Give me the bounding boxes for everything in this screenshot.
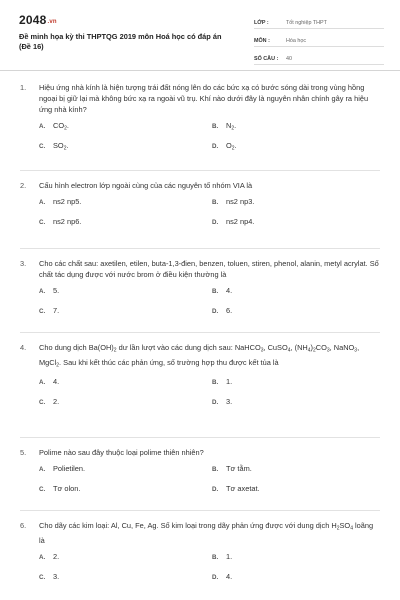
- answer-option-b[interactable]: [212, 286, 232, 295]
- logo-text: 2048: [19, 13, 47, 27]
- option-text: Tơ axetat.: [226, 484, 260, 493]
- option-text: 6.: [226, 306, 233, 315]
- exam-meta: [254, 13, 384, 67]
- option-text: 1.: [226, 551, 233, 561]
- question-divider: [20, 332, 380, 333]
- header-divider: [0, 70, 400, 71]
- option-label: C.: [39, 143, 46, 150]
- answer-option-a[interactable]: [39, 552, 59, 561]
- question-text-row: [20, 447, 380, 458]
- meta-subject-label: MÔN :: [254, 38, 270, 44]
- answer-options: [20, 197, 380, 226]
- meta-subject-row: [254, 31, 384, 47]
- answer-option-b[interactable]: [212, 552, 232, 561]
- option-label: A.: [39, 199, 46, 206]
- question-text-row: [20, 82, 380, 115]
- option-text: 2.: [53, 551, 60, 561]
- option-text: ns2 np3.: [226, 197, 255, 206]
- question-text: Polime nào sau đây thuộc loại polime thiên nhiên?: [39, 448, 204, 457]
- question-divider: [20, 170, 380, 171]
- option-text: $N_2$.: [226, 121, 237, 132]
- question-number: 1.: [20, 83, 27, 92]
- answer-option-c[interactable]: [39, 217, 81, 226]
- option-label: C.: [39, 219, 46, 226]
- question-text: Cho dung dịch $Ba(OH)_2$ dư lần lượt vào các dung dịch sau: NaHCO$_3$, CuSO$_4$, $(NH_4)_2CO_3$, NaNO$_3$, MgCl$_2$. Sau khi kết thúc các phản ứng, số trường hợp thu được kết tủa là: [39, 343, 360, 368]
- answer-option-d[interactable]: [212, 217, 254, 226]
- option-label: D.: [212, 143, 219, 150]
- answer-option-c[interactable]: [39, 484, 80, 493]
- site-logo[interactable]: [19, 13, 57, 27]
- question-text: Hiệu ứng nhà kính là hiện tượng trái đất nóng lên do các bức xạ có bước sóng dài trong vùng hồng ngoại bị giữ lại mà không bức xạ ra ngoài vũ trụ. Khí nào dưới đây là nguyên nhân chính gây ra hiệu ứng nhà kính?: [39, 83, 369, 114]
- question-1: [20, 82, 380, 152]
- option-text: Tơ olon.: [53, 484, 81, 493]
- exam-title: Đề minh họa kỳ thi THPTQG 2019 môn Hoá học có đáp án (Đề 16): [19, 32, 222, 51]
- question-4: [20, 342, 380, 406]
- option-text: 3.: [53, 571, 60, 581]
- option-label: A.: [39, 379, 46, 386]
- option-text: ns2 np5.: [53, 197, 82, 206]
- question-text-row: [20, 342, 380, 371]
- answer-option-b[interactable]: [212, 464, 252, 473]
- answer-option-d[interactable]: [212, 572, 232, 581]
- option-label: C.: [39, 486, 46, 493]
- question-number: 2.: [20, 181, 27, 190]
- meta-class-value: Tốt nghiệp THPT: [286, 20, 327, 26]
- question-divider: [20, 510, 380, 511]
- option-label: D.: [212, 308, 219, 315]
- meta-count-label: SỐ CÂU :: [254, 56, 279, 62]
- meta-class-label: LỚP :: [254, 20, 269, 26]
- option-label: B.: [212, 288, 219, 295]
- answer-options: [20, 551, 380, 581]
- question-2: [20, 180, 380, 226]
- option-text: 5.: [53, 286, 60, 295]
- meta-count-value: 40: [286, 56, 292, 62]
- question-5: [20, 447, 380, 493]
- option-text: $SO_2$.: [53, 141, 69, 152]
- option-label: D.: [212, 399, 219, 406]
- answer-option-a[interactable]: [39, 121, 69, 132]
- answer-option-a[interactable]: [39, 197, 81, 206]
- question-divider: [20, 437, 380, 438]
- answer-option-c[interactable]: [39, 572, 59, 581]
- question-text: Cho dãy các kim loại: Al, Cu, Fe, Ag. Số kim loại trong dãy phản ứng được với dung dịch $H_2SO_4$ loãng là: [39, 521, 374, 545]
- answer-options: [20, 377, 380, 406]
- question-text: Cho các chất sau: axetilen, etilen, buta-1,3-đien, benzen, toluen, stiren, phenol, alanin, metyl acrylat. Số chất tác dụng được với nước brom ở điều kiện thường là: [39, 259, 379, 279]
- option-text: 4.: [226, 286, 233, 295]
- option-text: Polietilen.: [53, 464, 86, 473]
- option-text: 7.: [53, 306, 60, 315]
- option-label: A.: [39, 466, 46, 473]
- option-text: 4.: [226, 571, 233, 581]
- question-divider: [20, 248, 380, 249]
- option-text: 2.: [53, 397, 60, 406]
- option-label: A.: [39, 123, 46, 130]
- option-text: $O_2$.: [226, 141, 237, 152]
- option-text: 3.: [226, 397, 233, 406]
- meta-count-row: [254, 49, 384, 65]
- option-label: D.: [212, 573, 219, 581]
- question-text-row: [20, 258, 380, 280]
- answer-options: [20, 464, 380, 493]
- logo-suffix: .vn: [47, 19, 57, 25]
- option-label: D.: [212, 219, 219, 226]
- option-text: ns2 np6.: [53, 217, 82, 226]
- answer-option-d[interactable]: [212, 484, 260, 493]
- question-number: 6.: [20, 521, 27, 530]
- option-label: B.: [212, 466, 219, 473]
- option-text: 4.: [53, 377, 60, 386]
- option-text: ns2 np4.: [226, 217, 255, 226]
- option-label: A.: [39, 288, 46, 295]
- answer-option-d[interactable]: [212, 141, 237, 152]
- option-label: C.: [39, 573, 46, 581]
- answer-option-b[interactable]: [212, 121, 236, 132]
- option-label: B.: [212, 123, 219, 130]
- answer-option-a[interactable]: [39, 464, 85, 473]
- answer-option-d[interactable]: [212, 306, 232, 315]
- answer-option-a[interactable]: [39, 377, 59, 386]
- question-6: [20, 520, 380, 581]
- question-number: 3.: [20, 259, 27, 268]
- option-label: C.: [39, 308, 46, 315]
- option-label: B.: [212, 553, 219, 561]
- answer-option-b[interactable]: [212, 377, 232, 386]
- answer-option-c[interactable]: [39, 141, 69, 152]
- question-number: 5.: [20, 448, 27, 457]
- answer-option-c[interactable]: [39, 306, 59, 315]
- answer-options: [20, 286, 380, 315]
- option-text: $CO_2$.: [53, 121, 69, 132]
- question-3: [20, 258, 380, 315]
- question-number: 4.: [20, 343, 27, 352]
- meta-subject-value: Hóa học: [286, 38, 307, 44]
- answer-option-d[interactable]: [212, 397, 232, 406]
- answer-option-c[interactable]: [39, 397, 59, 406]
- meta-class-row: [254, 13, 384, 29]
- question-text-row: [20, 180, 380, 191]
- answer-option-b[interactable]: [212, 197, 254, 206]
- option-text: 1.: [226, 377, 233, 386]
- option-label: C.: [39, 399, 46, 406]
- answer-option-a[interactable]: [39, 286, 59, 295]
- question-text: Cấu hình electron lớp ngoài cùng của các nguyên tố nhóm VIA là: [39, 181, 253, 190]
- option-label: B.: [212, 379, 219, 386]
- answer-options: [20, 121, 380, 152]
- question-text-row: [20, 520, 380, 546]
- option-label: B.: [212, 199, 219, 206]
- option-text: Tơ tằm.: [226, 464, 252, 473]
- option-label: A.: [39, 553, 46, 561]
- option-label: D.: [212, 486, 219, 493]
